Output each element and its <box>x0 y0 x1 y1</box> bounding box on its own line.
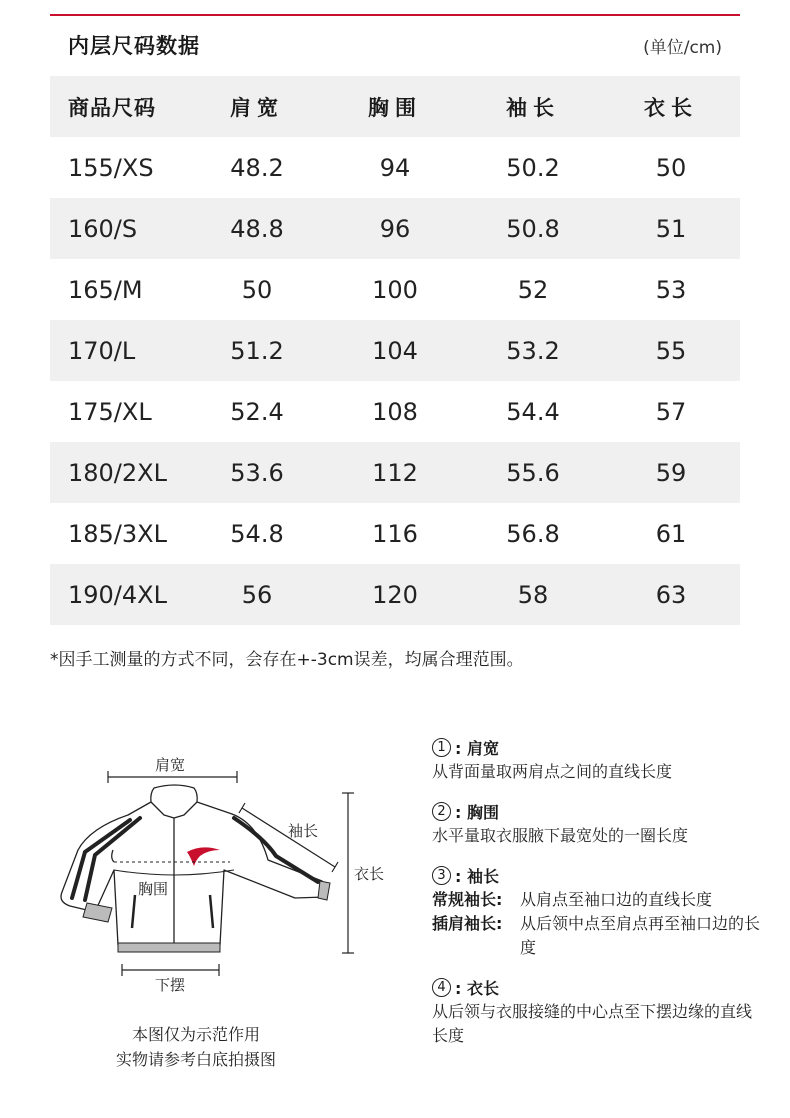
cell-size: 175/XL <box>68 397 152 426</box>
size-table <box>50 76 740 625</box>
cell-chest: 94 <box>379 153 411 182</box>
number-badge: 1 <box>432 738 451 757</box>
table-row <box>50 503 740 564</box>
diagram-label-length: 衣长 <box>354 865 385 883</box>
cell-sleeve: 50.8 <box>464 198 602 259</box>
cell-chest: 120 <box>326 564 464 625</box>
cell-shoulder: 51.2 <box>188 320 326 381</box>
cell-length: 53 <box>655 275 687 304</box>
hem-width-arrow <box>122 964 219 976</box>
cell-length: 59 <box>602 442 740 503</box>
cell-shoulder: 50 <box>241 275 273 304</box>
cell-chest: 112 <box>326 442 464 503</box>
note-text: 水平量取衣服腋下最宽处的一圈长度 <box>432 826 689 845</box>
cell-sleeve: 58 <box>464 564 602 625</box>
cell-chest: 116 <box>372 519 418 548</box>
diagram-label-hem: 下摆 <box>155 976 186 994</box>
column-header-shoulder: 肩宽 <box>188 76 326 137</box>
cell-length: 57 <box>655 397 687 426</box>
table-row <box>50 198 740 259</box>
note-title: : 肩宽 <box>455 738 499 758</box>
cell-sleeve: 56.8 <box>506 519 560 548</box>
note-sub-raglan <box>432 912 762 960</box>
diagram-label-shoulder: 肩宽 <box>155 756 186 774</box>
note-sleeve <box>432 862 762 960</box>
cell-length: 50 <box>655 153 687 182</box>
table-row <box>50 442 740 503</box>
column-header-size: 商品尺码 <box>50 76 188 137</box>
cell-size: 155/XS <box>68 153 154 182</box>
column-header-sleeve: 袖长 <box>464 76 602 137</box>
diagram-caption-line2: 实物请参考白底拍摄图 <box>115 1050 276 1069</box>
note-text: 从后领与衣服接缝的中心点至下摆边缘的直线长度 <box>432 1002 753 1045</box>
number-badge: 2 <box>432 802 451 821</box>
cell-size: 165/M <box>68 275 143 304</box>
diagram-label-chest: 胸围 <box>138 880 169 898</box>
cell-sleeve: 53.2 <box>464 320 602 381</box>
diagram-caption-line1: 本图仅为示范作用 <box>131 1025 260 1044</box>
page-title: 内层尺码数据 <box>68 34 200 58</box>
jacket-measurement-diagram <box>50 740 385 994</box>
diagram-label-sleeve: 袖长 <box>288 822 319 840</box>
sub-text: 从后领中点至肩点再至袖口边的长度 <box>520 914 761 957</box>
cell-size: 185/3XL <box>68 519 167 548</box>
cell-chest: 96 <box>326 198 464 259</box>
column-header-chest: 胸围 <box>326 76 464 137</box>
number-badge: 3 <box>432 866 451 885</box>
cell-shoulder: 53.6 <box>188 442 326 503</box>
cell-sleeve: 54.4 <box>506 397 560 426</box>
note-chest <box>432 798 762 848</box>
note-sub-regular <box>432 888 762 912</box>
cell-sleeve: 52 <box>517 275 549 304</box>
table-row <box>50 564 740 625</box>
cell-sleeve: 50.2 <box>506 153 560 182</box>
measurement-notes <box>432 734 762 1062</box>
note-title: : 胸围 <box>455 802 499 822</box>
cell-size: 160/S <box>50 198 188 259</box>
cell-length: 51 <box>602 198 740 259</box>
number-badge: 4 <box>432 978 451 997</box>
unit-label: (单位/cm) <box>643 38 722 58</box>
cell-shoulder: 48.2 <box>230 153 284 182</box>
table-row <box>50 320 740 381</box>
cell-chest: 100 <box>372 275 418 304</box>
sub-label: 常规袖长: <box>432 890 503 909</box>
cell-length: 55 <box>602 320 740 381</box>
sub-text: 从肩点至袖口边的直线长度 <box>520 890 713 909</box>
cell-chest: 108 <box>372 397 418 426</box>
table-row <box>50 137 740 198</box>
cell-shoulder: 56 <box>188 564 326 625</box>
table-row <box>50 259 740 320</box>
cell-sleeve: 55.6 <box>464 442 602 503</box>
note-title: : 袖长 <box>455 866 499 886</box>
note-length <box>432 974 762 1048</box>
measurement-footnote: *因手工测量的方式不同，会存在+-3cm误差，均属合理范围。 <box>50 650 524 670</box>
cell-size: 180/2XL <box>50 442 188 503</box>
sub-label: 插肩袖长: <box>432 914 503 933</box>
cell-length: 63 <box>602 564 740 625</box>
top-accent-rule <box>50 14 740 16</box>
cell-length: 61 <box>655 519 687 548</box>
cell-shoulder: 52.4 <box>230 397 284 426</box>
note-shoulder <box>432 734 762 784</box>
cell-size: 170/L <box>50 320 188 381</box>
cell-shoulder: 54.8 <box>230 519 284 548</box>
table-row <box>50 381 740 442</box>
body-length-arrow <box>342 793 354 953</box>
note-title: : 衣长 <box>455 978 499 998</box>
cell-size: 190/4XL <box>50 564 188 625</box>
note-text: 从背面量取两肩点之间的直线长度 <box>432 762 673 781</box>
cell-chest: 104 <box>326 320 464 381</box>
column-header-length: 衣长 <box>602 76 740 137</box>
cell-shoulder: 48.8 <box>188 198 326 259</box>
table-header-row <box>50 76 740 137</box>
